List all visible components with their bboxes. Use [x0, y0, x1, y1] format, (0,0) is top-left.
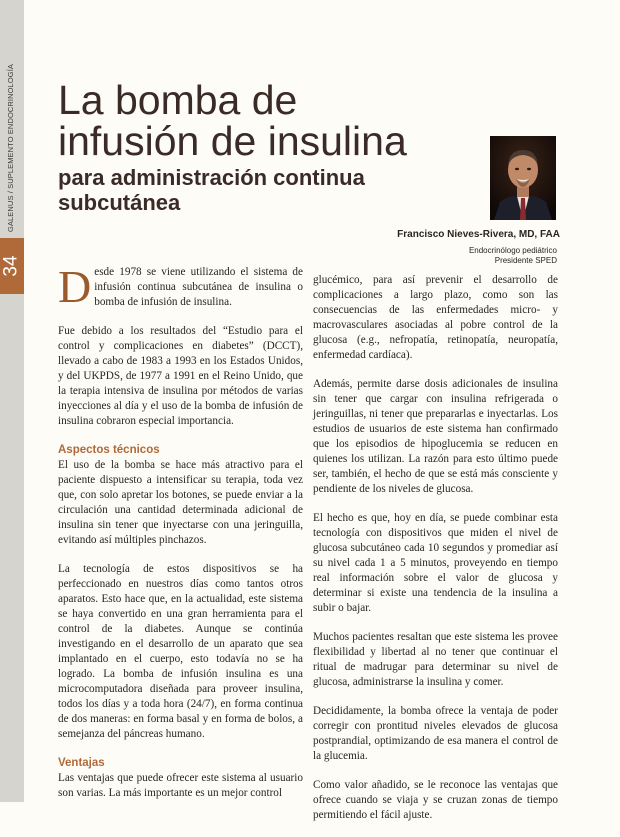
right-column: [313, 273, 558, 837]
paragraph: Fue debido a los resultados del “Estudio para el control y complicaciones en diabetes” (DCCT), llevado a cabo de 1983 a 1993 en los Estados Unidos, y del UKPDS, de 1977 a 1991 en el Reino Unido, que la terapia intensiva de insulina por métodos de varias inyecciones al día y el uso de la bomba de infusión de insulina cobraron especial importancia.: [58, 325, 303, 427]
left-column: [58, 261, 303, 815]
paragraph: Además, permite darse dosis adicionales de insulina sin tener que cargar con insulina refrigerada o jeringuillas, ni tener que prepararlas e inyectarlas. Los estudios de usuarios de este sistema han confirmado que los episodios de hipoglucemia se reducen en quienes los utilizan. La razón para esto último puede ser, también, el hecho de que se está más consciente y pendiente de los niveles de glucosa.: [313, 378, 558, 495]
paragraph: glucémico, para así prevenir el desarrollo de complicaciones a largo plazo, como son las consecuencias de las enfermedades micro- y macrovasculares asociadas al pobre control de la glucosa (e.g., nefropatía, retinopatía, neuropatía, enfermedad cardíaca).: [313, 274, 558, 361]
page-number-box: [0, 238, 24, 294]
author-name: Francisco Nieves-Rivera, MD, FAA: [397, 229, 560, 240]
section-heading-ventajas: Ventajas: [58, 757, 105, 769]
section-heading-aspectos: Aspectos técnicos: [58, 444, 160, 456]
paragraph: El uso de la bomba se hace más atractivo para el paciente dispuesto a intensificar su terapia, toda vez que, con solo apretar los botones, se puede enviar a la circulación una cantidad determinada adicional de insulina sin tener que inyectarse con una jeringuilla, evitando así múltiples pinchazos.: [58, 459, 303, 546]
author-role: Endocrinólogo pediátrico: [468, 246, 557, 255]
drop-cap: D: [58, 261, 92, 312]
article-subtitle-line1: para administración continua: [58, 165, 365, 190]
paragraph-text: esde 1978 se viene utilizando el sistema de infusión continua subcutánea de insulina o bomba de infusión de insulina.: [94, 266, 303, 308]
paragraph: Las ventajas que puede ofrecer este sistema al usuario son varias. La más importante es un mejor control: [58, 772, 303, 799]
paragraph: Como valor añadido, se le reconoce las ventajas que ofrece cuando se viaja y se cruzan zonas de tiempo permitiendo el fácil ajuste.: [313, 779, 558, 821]
author-position: Presidente SPED: [494, 256, 557, 265]
paragraph: El hecho es que, hoy en día, se puede combinar esta tecnología con dispositivos que miden el nivel de glucosa subcutáneo cada 10 segundos y promediar así su nivel cada 1 a 5 minutos, proveyendo en tiempo real información sobre el valor de glucosa y determinar si existe una tendencia de la insulina a subir o bajar.: [313, 512, 558, 614]
page-number: 34: [0, 255, 22, 277]
paragraph: La tecnología de estos dispositivos se ha perfeccionado en nuestros días como tantos otros aparatos. Esto hace que, en la actualidad, este sistema se haya convertido en una gran herramienta para el control de la diabetes. Aunque se continúa investigando en el desarrollo de un aparato que sea implantado en el cuerpo, esto todavía no se ha logrado. La bomba de infusión insulina es una microcomputadora diseñada para proveer insulina, todos los días y a toda hora (24/7), en forma continua de dos maneras: en forma basal y en forma de bolos, a semejanza del páncreas humano.: [58, 563, 303, 740]
paragraph: Decididamente, la bomba ofrece la ventaja de poder corregir con prontitud niveles elevados de glucosa postprandial, optimizando de esa manera el control de la glucemia.: [313, 705, 558, 762]
article-title-line1: La bomba de: [58, 77, 298, 123]
article-title-line2: infusión de insulina: [58, 118, 407, 164]
author-portrait-image: [490, 136, 556, 220]
journal-label: GALENUS / SUPLEMENTO ENDOCRINOLOGÍA: [6, 64, 15, 232]
paragraph: [58, 261, 303, 312]
author-photo: [490, 136, 556, 220]
paragraph: Muchos pacientes resaltan que este sistema les provee flexibilidad y libertad al no tener que continuar el ritual de madrugar para determinar su nivel de glucosa, administrarse la insulina y comer.: [313, 631, 558, 688]
article-subtitle-line2: subcutánea: [58, 190, 181, 215]
